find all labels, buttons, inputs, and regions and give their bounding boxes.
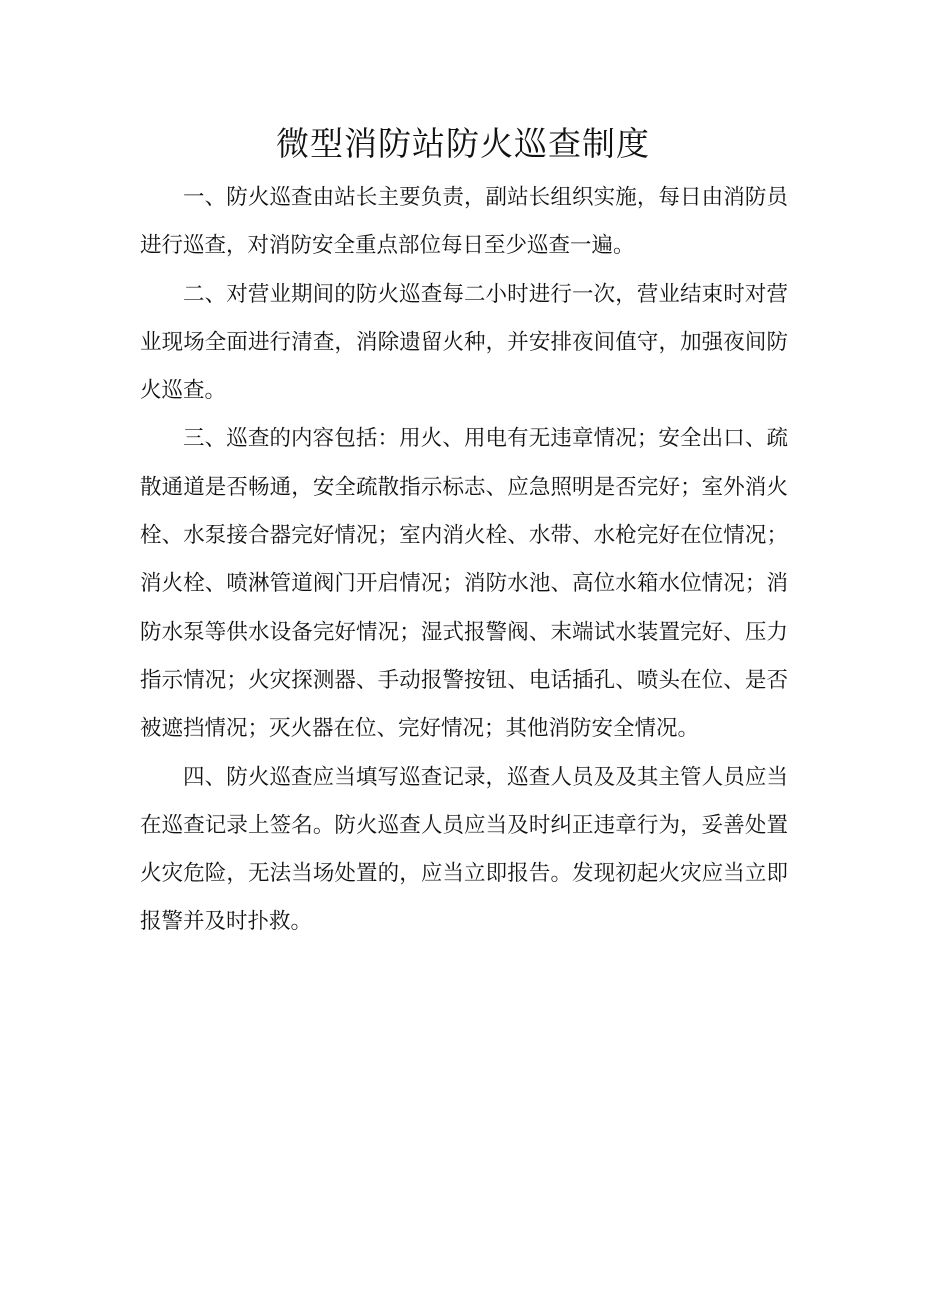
- document-title: 微型消防站防火巡查制度: [276, 124, 650, 163]
- document-body: [140, 174, 788, 947]
- paragraph-patrol-records: 四、防火巡查应当填写巡查记录，巡查人员及及其主管人员应当在巡查记录上签名。防火巡查人员应当及时纠正违章行为，妥善处置火灾危险，无法当场处置的，应当立即报告。发现初起火灾应当立即报警并及时扑救。: [140, 764, 788, 935]
- paragraph-business-hours-patrol: 二、对营业期间的防火巡查每二小时进行一次，营业结束时对营业现场全面进行清查，消除遗留火种，并安排夜间值守，加强夜间防火巡查。: [140, 281, 788, 404]
- paragraph-patrol-contents: 三、巡查的内容包括：用火、用电有无违章情况；安全出口、疏散通道是否畅通，安全疏散指示标志、应急照明是否完好；室外消火栓、水泵接合器完好情况；室内消火栓、水带、水枪完好在位情况；消火栓、喷淋管道阀门开启情况；消防水池、高位水箱水位情况；消防水泵等供水设备完好情况；湿式报警阀、末端试水装置完好、压力指示情况；火灾探测器、手动报警按钮、电话插孔、喷头在位、是否被遮挡情况；灭火器在位、完好情况；其他消防安全情况。: [140, 426, 788, 742]
- paragraph-patrol-responsibility: 一、防火巡查由站长主要负责，副站长组织实施，每日由消防员进行巡查，对消防安全重点部位每日至少巡查一遍。: [140, 185, 788, 259]
